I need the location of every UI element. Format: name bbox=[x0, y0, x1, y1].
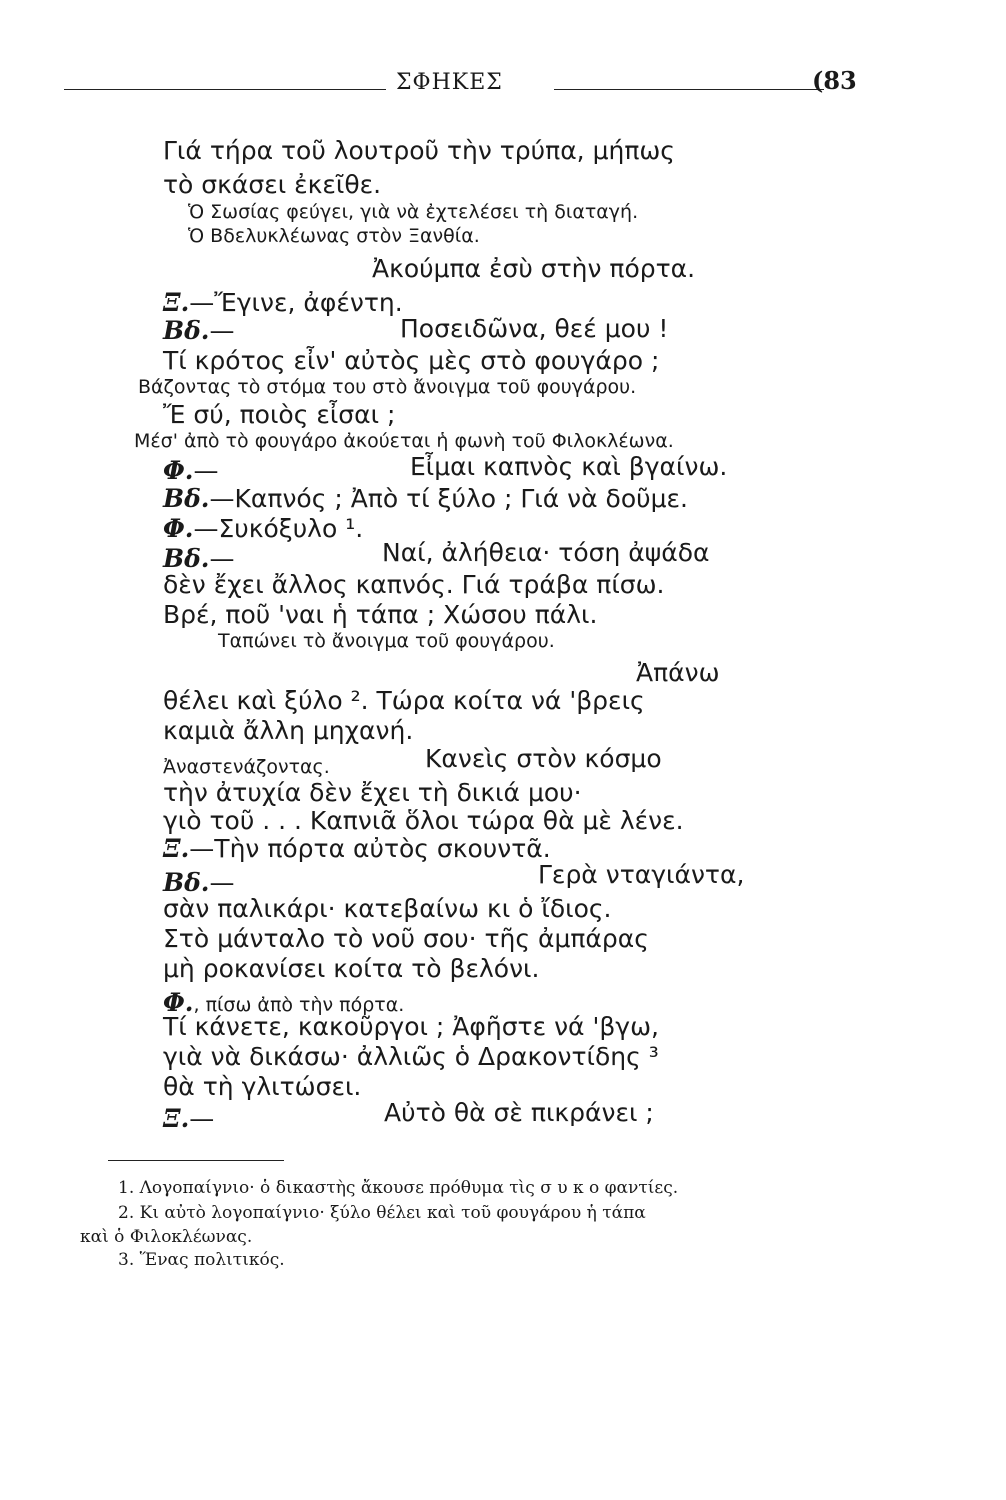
dialogue-line bbox=[163, 1106, 214, 1131]
stage-direction: , πίσω ἀπὸ τὴν πόρτα. bbox=[193, 994, 405, 1016]
verse-line: Ποσειδῶνα, θεέ μου ! bbox=[400, 314, 669, 343]
verse-line: Ναί, ἀλήθεια· τόση ἀψάδα bbox=[382, 538, 710, 567]
dialogue-line bbox=[163, 318, 235, 343]
speaker-label: Βδ. bbox=[163, 316, 210, 345]
verse-line: μὴ ροκανίσει κοίτα τὸ βελόνι. bbox=[163, 954, 540, 983]
speaker-label: Ξ. bbox=[163, 1104, 190, 1133]
dialogue-line bbox=[163, 290, 403, 315]
verse-line: Ἀκούμπα ἐσὺ στὴν πόρτα. bbox=[372, 254, 696, 283]
verse-line: τὸ σκάσει ἐκεῖθε. bbox=[163, 170, 382, 199]
speaker-dash: — bbox=[209, 544, 235, 573]
footnote: 2. Κι αὐτὸ λογοπαίγνιο· ξύλο θέλει καὶ τοῦ φουγάρου ἡ τάπα bbox=[118, 1203, 646, 1223]
speaker-label: Φ. bbox=[163, 988, 194, 1017]
verse-line: Γιά τήρα τοῦ λουτροῦ τὴν τρύπα, μήπως bbox=[163, 136, 675, 165]
speaker-dash: — bbox=[193, 456, 219, 485]
verse-line: Βρέ, ποῦ 'ναι ἡ τάπα ; Χώσου πάλι. bbox=[163, 600, 598, 629]
dialogue-line bbox=[163, 516, 363, 541]
dialogue-line bbox=[163, 870, 235, 895]
verse-line: θέλει καὶ ξύλο ². Τώρα κοίτα νά 'βρεις bbox=[163, 686, 645, 715]
stage-direction: Μέσ' ἀπὸ τὸ φουγάρο ἀκούεται ἡ φωνὴ τοῦ Φιλοκλέωνα. bbox=[134, 430, 674, 452]
verse-line: Εἶμαι καπνὸς καὶ βγαίνω. bbox=[410, 452, 728, 481]
speaker-label: Βδ. bbox=[163, 544, 210, 573]
stage-direction: Ἀναστενάζοντας. bbox=[163, 756, 330, 778]
dialogue-line bbox=[163, 458, 218, 483]
speaker-label: Βδ. bbox=[163, 484, 210, 513]
footnote: 3. Ἕνας πολιτικός. bbox=[118, 1250, 285, 1270]
verse-line: Στὸ μάνταλο τὸ νοῦ σου· τῆς ἀμπάρας bbox=[163, 924, 649, 953]
dialogue-line bbox=[163, 836, 551, 861]
dialogue-line bbox=[163, 546, 235, 571]
running-title: ΣΦΗΚΕΣ bbox=[396, 70, 503, 95]
verse-line: καμιὰ ἄλλη μηχανή. bbox=[163, 716, 414, 745]
verse-line: Κανεὶς στὸν κόσμο bbox=[425, 744, 662, 773]
dialogue-line bbox=[163, 486, 688, 511]
verse-line: Ἔ σύ, ποιὸς εἶσαι ; bbox=[163, 400, 396, 429]
speaker-label: Ξ. bbox=[163, 834, 190, 863]
verse-line: Ἀπάνω bbox=[636, 658, 720, 687]
line-text: —Καπνός ; Ἀπὸ τί ξύλο ; Γιά νὰ δοῦμε. bbox=[209, 484, 688, 513]
speaker-dash: — bbox=[209, 316, 235, 345]
page-number: (83 bbox=[812, 66, 857, 95]
speaker-dash: — bbox=[189, 1104, 215, 1133]
stage-direction: Ταπώνει τὸ ἄνοιγμα τοῦ φουγάρου. bbox=[218, 630, 555, 652]
verse-line: δὲν ἔχει ἄλλος καπνός. Γιά τράβα πίσω. bbox=[163, 570, 665, 599]
header-rule-right bbox=[554, 89, 824, 90]
stage-direction: Ὁ Βδελυκλέωνας στὸν Ξανθία. bbox=[188, 225, 480, 247]
verse-line: Τί κρότος εἶν' αὐτὸς μὲς στὸ φουγάρο ; bbox=[163, 346, 660, 375]
footnote: 1. Λογοπαίγνιο· ὁ δικαστὴς ἄκουσε πρόθυμα τὶς σ υ κ ο φαντίες. bbox=[118, 1178, 679, 1198]
speaker-label: Βδ. bbox=[163, 868, 210, 897]
speaker-label: Ξ. bbox=[163, 288, 190, 317]
speaker-label: Φ. bbox=[163, 514, 194, 543]
verse-line: γιὸ τοῦ . . . Καπνιᾶ ὅλοι τώρα θὰ μὲ λένε. bbox=[163, 806, 684, 835]
verse-line: Γερὰ νταγιάντα, bbox=[538, 860, 745, 889]
dialogue-line bbox=[163, 752, 330, 777]
verse-line: τὴν ἀτυχία δὲν ἔχει τὴ δικιά μου· bbox=[163, 778, 582, 807]
verse-line: γιὰ νὰ δικάσω· ἀλλιῶς ὁ Δρακοντίδης ³ bbox=[163, 1042, 659, 1071]
verse-line: Τί κάνετε, κακοῦργοι ; Ἀφῆστε νά 'βγω, bbox=[163, 1012, 659, 1041]
verse-line: σὰν παλικάρι· κατεβαίνω κι ὁ ἴδιος. bbox=[163, 894, 612, 923]
line-text: —Συκόξυλο ¹. bbox=[193, 514, 364, 543]
footnote-rule bbox=[108, 1160, 284, 1161]
verse-line: Αὐτὸ θὰ σὲ πικράνει ; bbox=[384, 1098, 654, 1127]
stage-direction: Ὁ Σωσίας φεύγει, γιὰ νὰ ἐχτελέσει τὴ διαταγή. bbox=[188, 201, 639, 223]
line-text: —Ἔγινε, ἀφέντη. bbox=[189, 288, 403, 317]
verse-line: θὰ τὴ γλιτώσει. bbox=[163, 1072, 362, 1101]
speaker-label: Φ. bbox=[163, 456, 194, 485]
footnote-continuation: καὶ ὁ Φιλοκλέωνας. bbox=[80, 1227, 253, 1247]
speaker-dash: — bbox=[209, 868, 235, 897]
stage-direction: Βάζοντας τὸ στόμα του στὸ ἄνοιγμα τοῦ φουγάρου. bbox=[138, 376, 637, 398]
running-header bbox=[64, 62, 864, 102]
header-rule-left bbox=[64, 89, 386, 90]
line-text: —Τὴν πόρτα αὐτὸς σκουντᾶ. bbox=[189, 834, 551, 863]
